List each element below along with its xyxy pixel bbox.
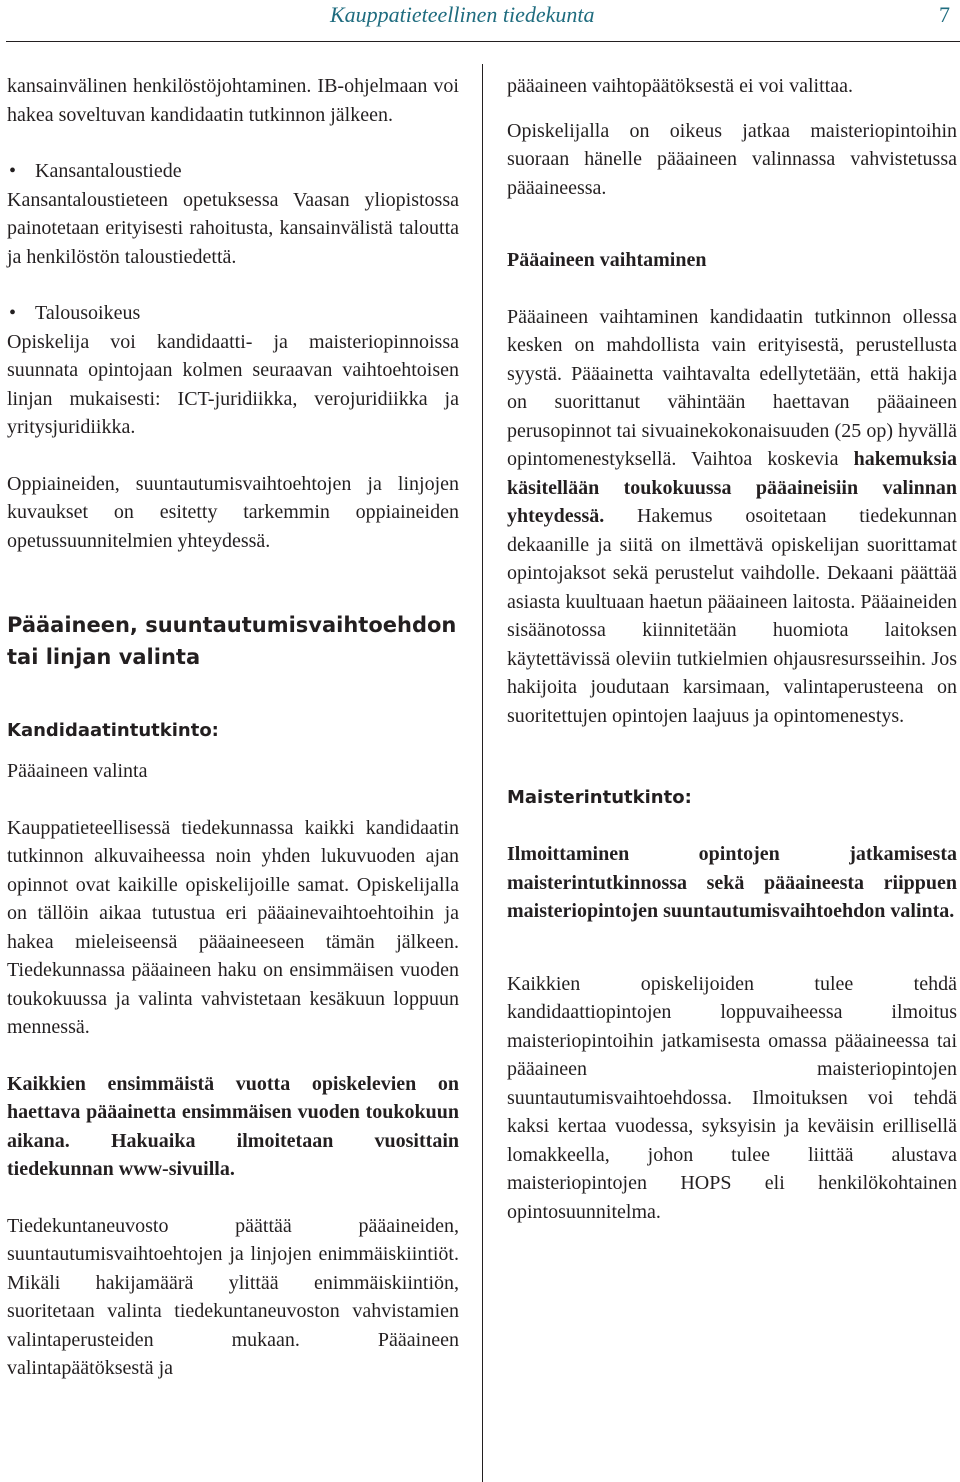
page-header (0, 0, 960, 40)
ilmoittaminen-paragraph: Ilmoittaminen opintojen jatkamisesta maisterintutkinnossa sekä pääaineesta riippuen maisteriopintojen suuntautumisvaihtoehdon valinta. (507, 843, 957, 922)
bullet-kansantaloustiede (7, 157, 459, 186)
vaihtaminen-text-b: Hakemus osoitetaan tiedekunnan dekaanille ja siitä on ilmettävä opiskelijan suorittamat opintojaksot sekä perustelut vaihdolle. Dekaani päättää asiasta kuultuaan haetun pääaineen laitosta. Pääaineiden sisäänotossa kiinnitetään huomiota laitoksen käytettävissä oleviin tutkielmien ohjausresursseihin. Jos hakijoita joudutaan karsimaan, valintaperusteena on suoritettujen opintojen laajuus ja opintomenestys. (507, 505, 957, 727)
bullet-dot-icon: • (9, 160, 17, 182)
kauppatieteellinen-paragraph: Kauppatieteellisessä tiedekunnassa kaikki kandidaatin tutkinnon alkuvaiheessa noin yhden lukuvuoden ajan opinnot ovat kaikille opiskelijoille samat. Opiskelijalla on tällöin aikaa tutustua eri pääainevaihtoehtoihin ja hakea mieleiseensä pääaineeseen tämän jälkeen. Tiedekunnassa pääaineen haku on ensimmäisen vuoden toukokuussa ja valinta vahvistetaan kesäkuun loppuun mennessä. (7, 816, 459, 1038)
subheading-kandidaatintutkinto: Kandidaatintutkinto: (7, 720, 219, 741)
running-title: Kauppatieteellinen tiedekunta (330, 2, 595, 27)
column-divider (482, 64, 483, 1482)
bullet-title: Talousoikeus (35, 302, 141, 324)
bullet-talousoikeus (7, 299, 459, 328)
header-rule (6, 41, 960, 42)
oppiaineet-paragraph: Oppiaineiden, suuntautumisvaihtoehtojen ja linjojen kuvaukset on esitetty tarkemmin oppiaineiden opetussuunnitelmien yhteydessä. (7, 472, 459, 552)
bullet-text: Opiskelija voi kandidaatti- ja maisteriopinnoissa suunnata opintojaan kolmen seuraavan vaihtoehtoisen linjan mukaisesti: ICT-juridiikka, verojuridiikka ja yritysjuridiikka. (7, 330, 459, 438)
bullet-text: Kansantaloustieteen opetuksessa Vaasan yliopistossa painotetaan erityisesti rahoitusta, kansainvälistä taloutta ja henkilöstön taloustiedettä. (7, 188, 459, 268)
right-column (507, 72, 957, 1226)
subheading-paaaineen-valinta: Pääaineen valinta (7, 760, 148, 782)
left-column (7, 72, 459, 1383)
subheading-maisterintutkinto: Maisterintutkinto: (507, 787, 692, 808)
oikeus-paragraph: Opiskelijalla on oikeus jatkaa maisteriopintoihin suoraan hänelle pääaineen valinnassa vahvistetussa pääaineessa. (507, 119, 957, 199)
vaihtaminen-paragraph (507, 303, 957, 731)
bullet-title: Kansantaloustiede (35, 160, 182, 182)
intro-paragraph: kansainvälinen henkilöstöjohtaminen. IB-ohjelmaan voi hakea soveltuvan kandidaatin tutkinnon jälkeen. (7, 75, 459, 126)
subheading-paaaineen-vaihtaminen: Pääaineen vaihtaminen (507, 249, 707, 271)
vaihtaminen-text-a: Pääaineen vaihtaminen kandidaatin tutkinnon ollessa kesken on mahdollista vain erityisestä, perustellusta syystä. Pääainetta vaihtavalta edellytetään, että hakija on suorittanut vähintään haettavan pääaineen perusopinnot tai sivuainekokonaisuuden (25 op) hyvällä opintomenestyksellä. Vaihtoa koskevia (507, 305, 957, 470)
hakuaika-paragraph: Kaikkien ensimmäistä vuotta opiskelevien on haettava pääainetta ensimmäisen vuoden toukokuun aikana. Hakuaika ilmoitetaan vuosittain tiedekunnan www-sivuilla. (7, 1072, 459, 1180)
page-number: 7 (939, 2, 950, 27)
tiedekuntaneuvosto-paragraph: Tiedekuntaneuvosto päättää pääaineiden, suuntautumisvaihtoehtojen ja linjojen enimmäiskiintiöt. Mikäli hakijamäärä ylittää enimmäiskiintiön, suoritetaan valinta tiedekuntaneuvoston vahvistamien valintaperusteiden mukaan. Pääaineen valintapäätöksestä ja (7, 1214, 459, 1379)
kaikkien-paragraph: Kaikkien opiskelijoiden tulee tehdä kandidaattiopintojen loppuvaiheessa ilmoitus maisteriopintoihin jatkamisesta omassa pääaineessa tai pääaineen maisteriopintojen suuntautumisvaihtoehdossa. Ilmoituksen voi tehdä kaksi kertaa vuodessa, syksyisin ja keväisin erillisellä lomakkeella, johon tulee liittää alustava maisteriopintojen HOPS eli henkilökohtainen opintosuunnitelma. (507, 972, 957, 1223)
vaihtaminen-text-bold: hakemuksia käsitellään toukokuussa pääaineisiin valinnan yhteydessä. (507, 448, 957, 527)
bullet-dot-icon: • (9, 302, 17, 324)
continuation-paragraph: pääaineen vaihtopäätöksestä ei voi valittaa. (507, 75, 853, 97)
section-heading: Pääaineen, suuntautumisvaihtoehdon tai linjan valinta (7, 613, 457, 669)
